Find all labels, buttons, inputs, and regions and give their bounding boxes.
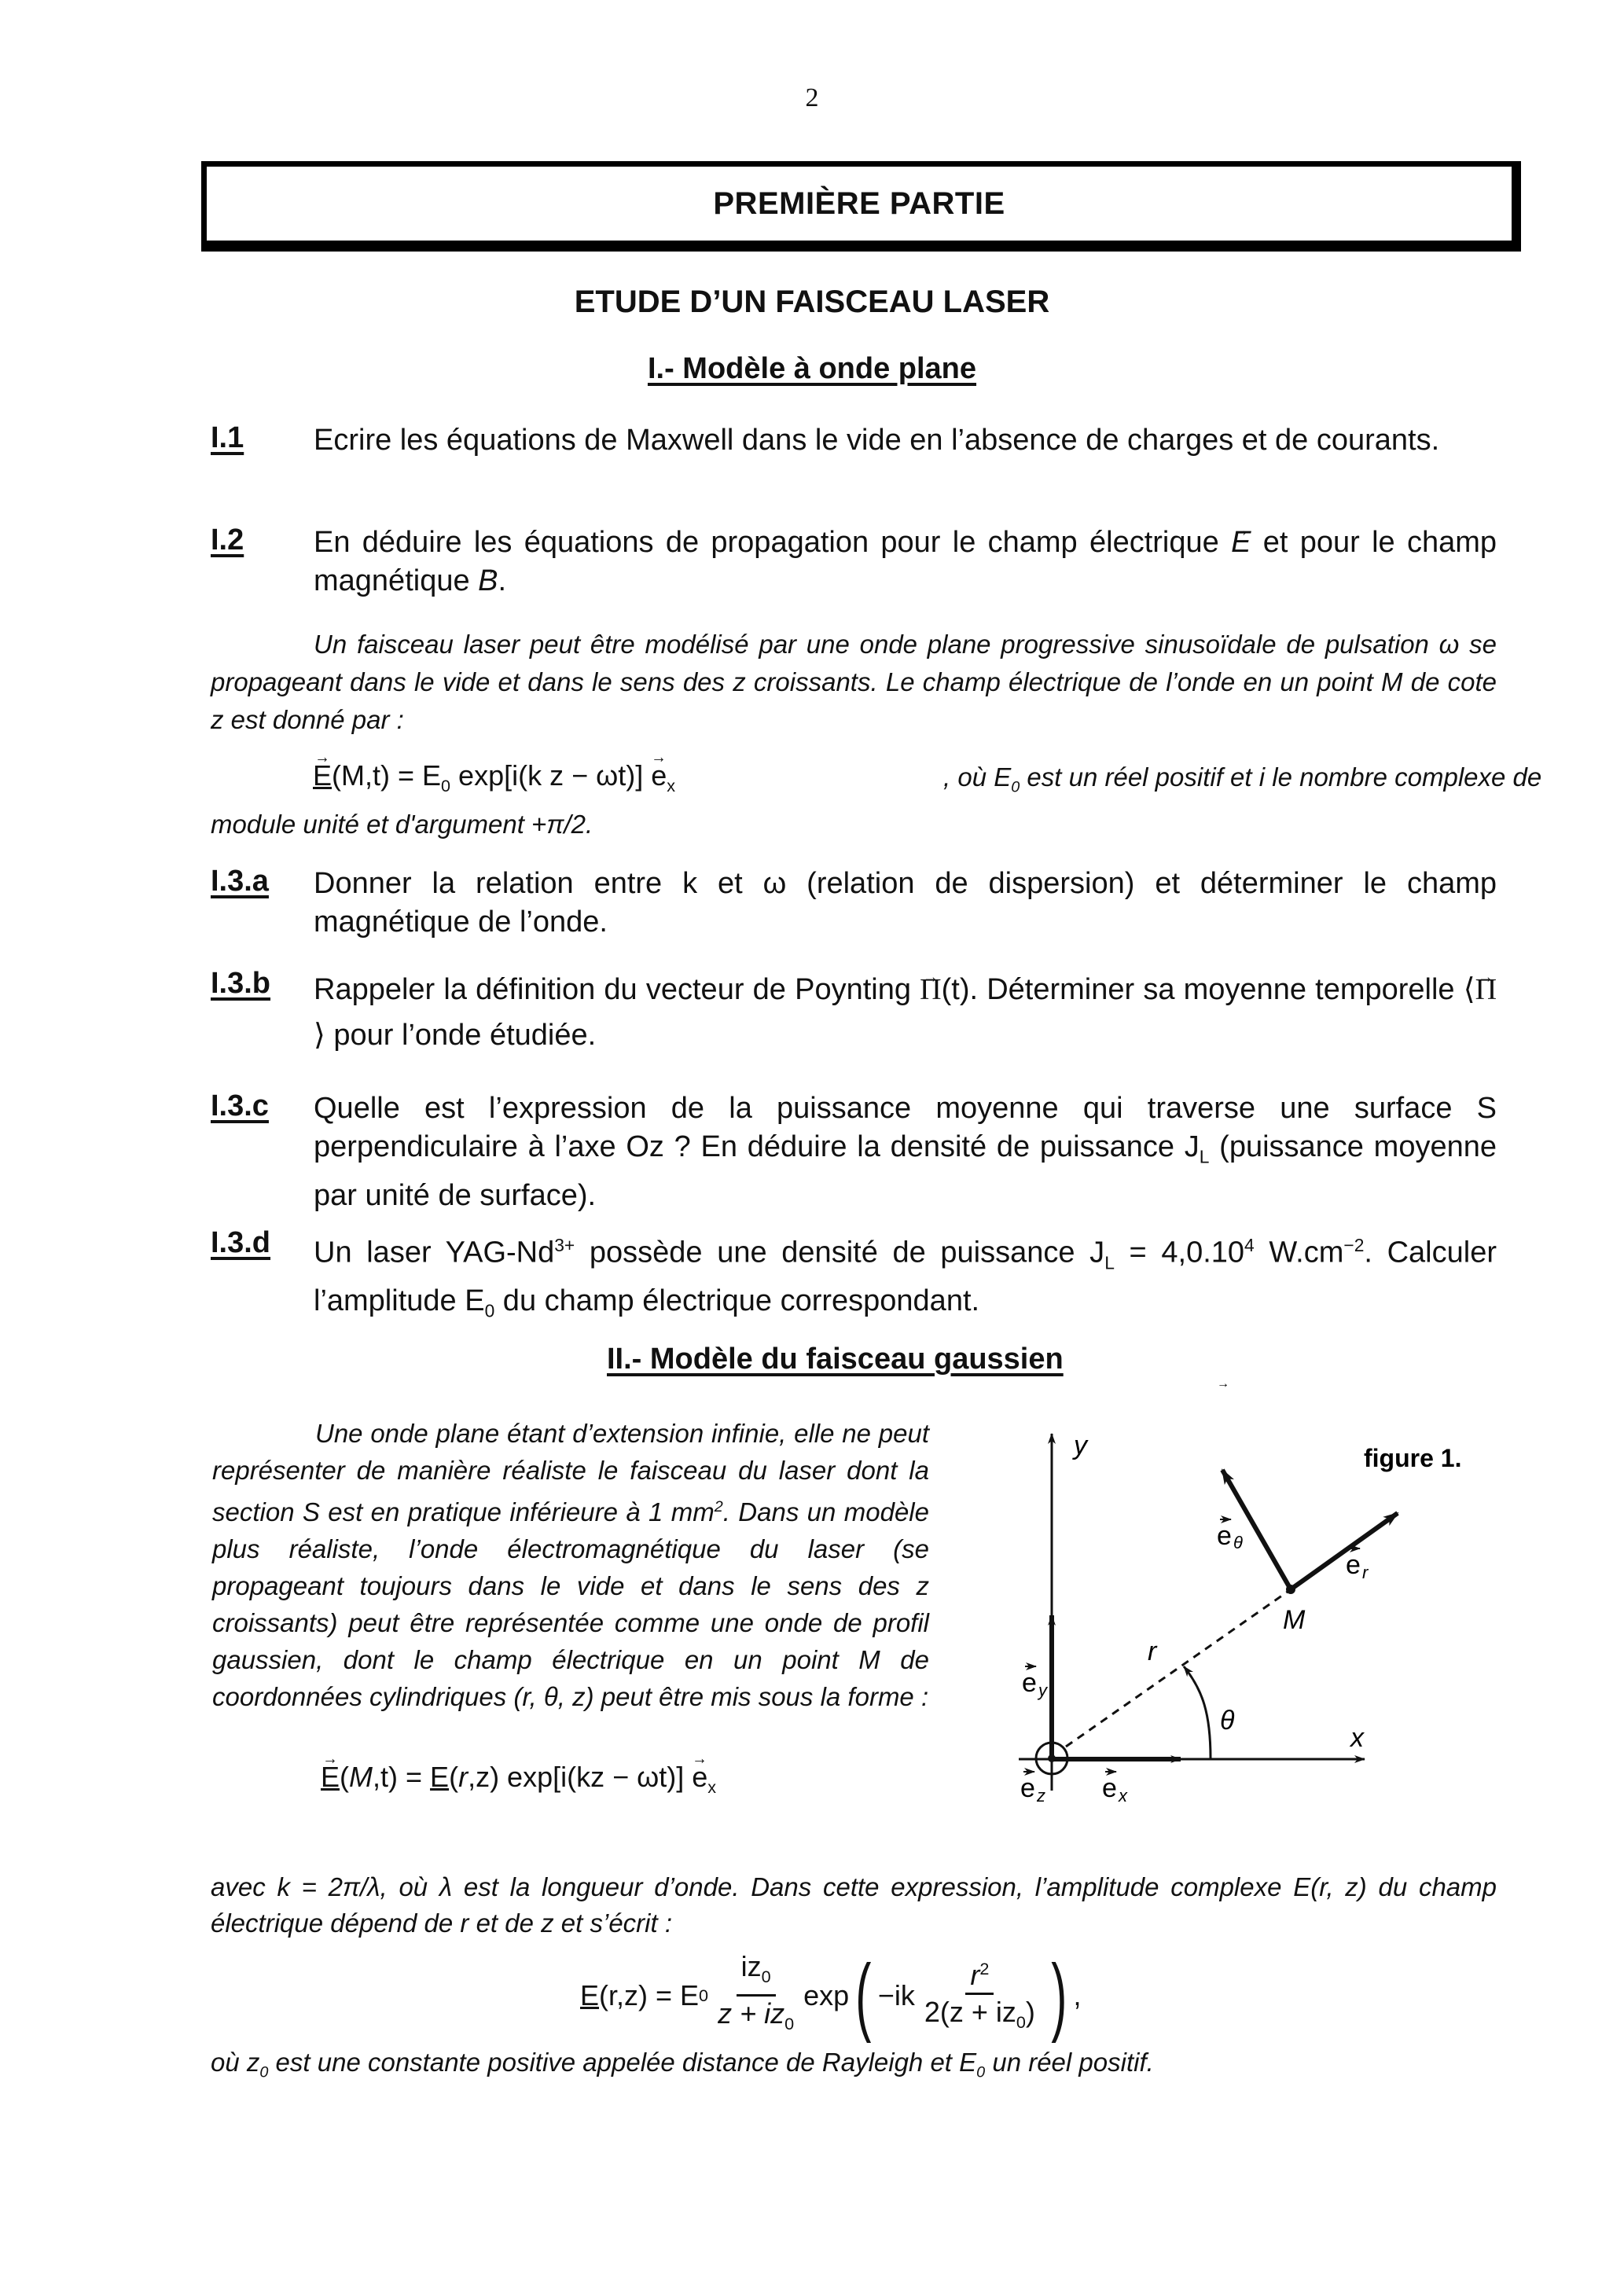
label-base: e [1020,1773,1035,1803]
label-e-x [1102,1773,1128,1806]
label-e-theta [1217,1377,1243,1552]
paren-close: ) [1051,1946,1067,2044]
eq-text: M [349,1761,373,1793]
question-number: I.1 [211,421,244,454]
eq-text: ( [449,1761,459,1793]
eq-sub: x [707,1777,717,1798]
text-segment: où z [211,2048,260,2077]
label-sub: y [1038,1681,1047,1700]
x-axis-label: x [1350,1723,1364,1753]
frac-num: r [970,1958,980,1991]
question-text: Ecrire les équations de Maxwell dans le vide en l’absence de charges et de courants. [314,424,1440,457]
bracket-close: ⟩ [314,1019,325,1052]
eq-sub: 0 [699,1985,709,2005]
radius-dashed-line [1066,1592,1288,1747]
text-segment: , où E [943,762,1012,792]
label-e-r [1346,1550,1369,1582]
text-sub: 0 [259,2063,269,2081]
text-segment: . Dans un modèle plus réaliste, l’onde électromagnétique du laser (se propageant toujours dans le vide et dans le sens des z croissants) peut être représentée comme une onde de profil gaussien, dont le champ électrique en un point M de coordonnées cylindriques (r, θ, z) peut être mis sous la forme : [212,1497,929,1711]
text-segment: est un réel positif et i le nombre complexe de [1020,762,1542,792]
part-title: PREMIÈRE PARTIE [713,186,1005,221]
unit-vector-ex: → e [651,759,667,792]
question-number: I.3.c [211,1089,269,1122]
point-M-label: M [1283,1605,1306,1635]
label-sub: x [1119,1786,1127,1806]
eq-sub: 0 [761,1967,771,1987]
eq-sub: x [667,776,676,796]
text-segment: W.cm [1254,1236,1344,1269]
question-number: I.2 [211,523,244,557]
eq-exp: exp [803,1978,850,2011]
text-sup: 3+ [554,1235,575,1255]
text-segment: (puissance moyenne par unité de surface). [314,1130,1497,1212]
text-sub: 0 [976,2063,986,2081]
bracket-open: ⟨ [1463,973,1475,1006]
section-1-title: I.- Modèle à onde plane [647,352,977,385]
text-sup: 4 [1244,1235,1255,1255]
poynting-vector-avg: → Π [1475,967,1497,1012]
eq-text: r [458,1761,468,1793]
eq-text: exp[i(k z − ωt)] [450,759,652,792]
vector-E-complex: → E [313,759,332,792]
text-segment: un réel positif. [985,2048,1154,2077]
paren-open: ( [855,1946,872,2044]
question-number: I.3.d [211,1226,271,1259]
text-segment: possède une densité de puissance J [575,1236,1105,1269]
amplitude-E-complex: E [580,1978,600,2011]
fraction-1 [713,1949,799,2041]
question-number: I.3.a [211,865,269,898]
eq-text: , [1073,1978,1082,2011]
text-segment: Une onde plane étant d’extension infinie, elle ne peut représenter de manière réaliste le faisceau du laser dont la section S est en pratique inférieure à 1 mm [212,1419,929,1526]
equation-complex-amplitude [580,1946,1082,2044]
eq-sub: 0 [1016,2011,1026,2032]
label-base: e [1346,1550,1361,1580]
frac-den-close: ) [1025,1995,1035,2028]
eq-sup: 2 [979,1958,990,1978]
rayleigh-definition [211,2048,1154,2082]
vector-E: → E [1231,523,1251,562]
text-segment: et pour le champ magnétique [314,526,1497,597]
eq-text: ,t) = [373,1761,431,1793]
text-sup: 2 [714,1498,723,1515]
eq-sub: 0 [784,2014,795,2034]
eq-text: (M,t) = E [332,759,442,792]
vector-arrow-glyph: → [1217,1377,1229,1390]
vector-label-arrows [1023,1519,1360,1772]
text-segment: = 4,0.10 [1114,1236,1245,1269]
figure-label: figure 1. [1364,1444,1462,1472]
unit-vector-er-arrow [1291,1513,1398,1589]
eq-text: ,z) exp[i(kz − ωt)] [468,1761,693,1793]
question-number: I.3.b [211,967,271,1000]
fraction-2 [920,1952,1040,2040]
main-title: ETUDE D’UN FAISCEAU LASER [574,285,1050,319]
label-e-z [1020,1773,1045,1806]
eq-text: ( [340,1761,350,1793]
text-segment: du champ électrique correspondant. [494,1284,980,1318]
text-segment: (t). Déterminer sa moyenne temporelle [941,973,1464,1006]
text-sup: −2 [1343,1235,1365,1255]
vector-B: → B [478,562,498,601]
question-text: Donner la relation entre k et ω (relation de dispersion) et déterminer le champ magnétique de l’onde. [314,867,1497,939]
label-base: e [1102,1773,1117,1803]
vector-E-complex: → E [321,1761,340,1794]
text-sub: 0 [484,1300,495,1321]
text-sub: 0 [1011,778,1020,796]
label-e-y [1022,1668,1049,1700]
frac-num: iz [740,1950,762,1982]
label-base: e [1217,1521,1232,1551]
label-sub: z [1037,1786,1045,1806]
radius-label: r [1148,1637,1157,1666]
text-segment: pour l’onde étudiée. [325,1019,597,1052]
intro-text: Un faisceau laser peut être modélisé par une onde plane progressive sinusoïdale de pulsation ω se propageant dans le vide et dans le sens des z croissants. Le champ électrique de l’onde en un point M de cote z est donné par : [211,630,1497,734]
eq-sub: 0 [441,776,451,796]
label-sub: r [1362,1563,1369,1582]
text-segment: Un laser YAG-Nd [314,1236,555,1269]
eq-text: −ik [877,1978,915,2011]
wavelength-paragraph: avec k = 2π/λ, où λ est la longueur d’onde. Dans cette expression, l’amplitude complexe E(r, z) du champ électrique dépend de r et de z et s’écrit : [211,1872,1497,1938]
text-segment: En déduire les équations de propagation pour le champ électrique [314,526,1232,559]
angle-label: θ [1220,1706,1235,1736]
unit-vector-ex: → e [692,1761,707,1794]
frac-den: 2(z + iz [924,1995,1016,2028]
label-sub: θ [1233,1533,1243,1552]
poynting-vector: → Π [920,967,941,1012]
text-segment: est une constante positive appelée distance de Rayleigh et E [268,2048,977,2077]
eq-text: (r,z) = E [599,1978,700,2011]
angle-theta-arc [1184,1666,1211,1758]
unit-vector-etheta-arrow [1222,1470,1291,1589]
label-base: e [1022,1668,1037,1698]
equation-1-continuation: module unité et d'argument +π/2. [211,810,593,839]
section-2-title: II.- Modèle du faisceau gaussien [607,1343,1064,1376]
amplitude-E-complex: E [430,1761,450,1793]
text-segment: Rappeler la définition du vecteur de Poynting [314,973,920,1006]
text-segment: . Calculer l’amplitude E [314,1236,1497,1318]
text-segment: . [498,564,507,597]
origin-dot [1048,1754,1056,1762]
text-sub: L [1104,1252,1115,1273]
text-sub: L [1199,1146,1210,1167]
page-number: 2 [805,83,819,112]
y-axis-label: y [1074,1431,1087,1460]
text-segment: Quelle est l’expression de la puissance moyenne qui traverse une surface S perpendiculaire à l’axe Oz ? En déduire la densité de puissance J [314,1092,1497,1163]
frac-den: z + iz [718,1997,785,2030]
